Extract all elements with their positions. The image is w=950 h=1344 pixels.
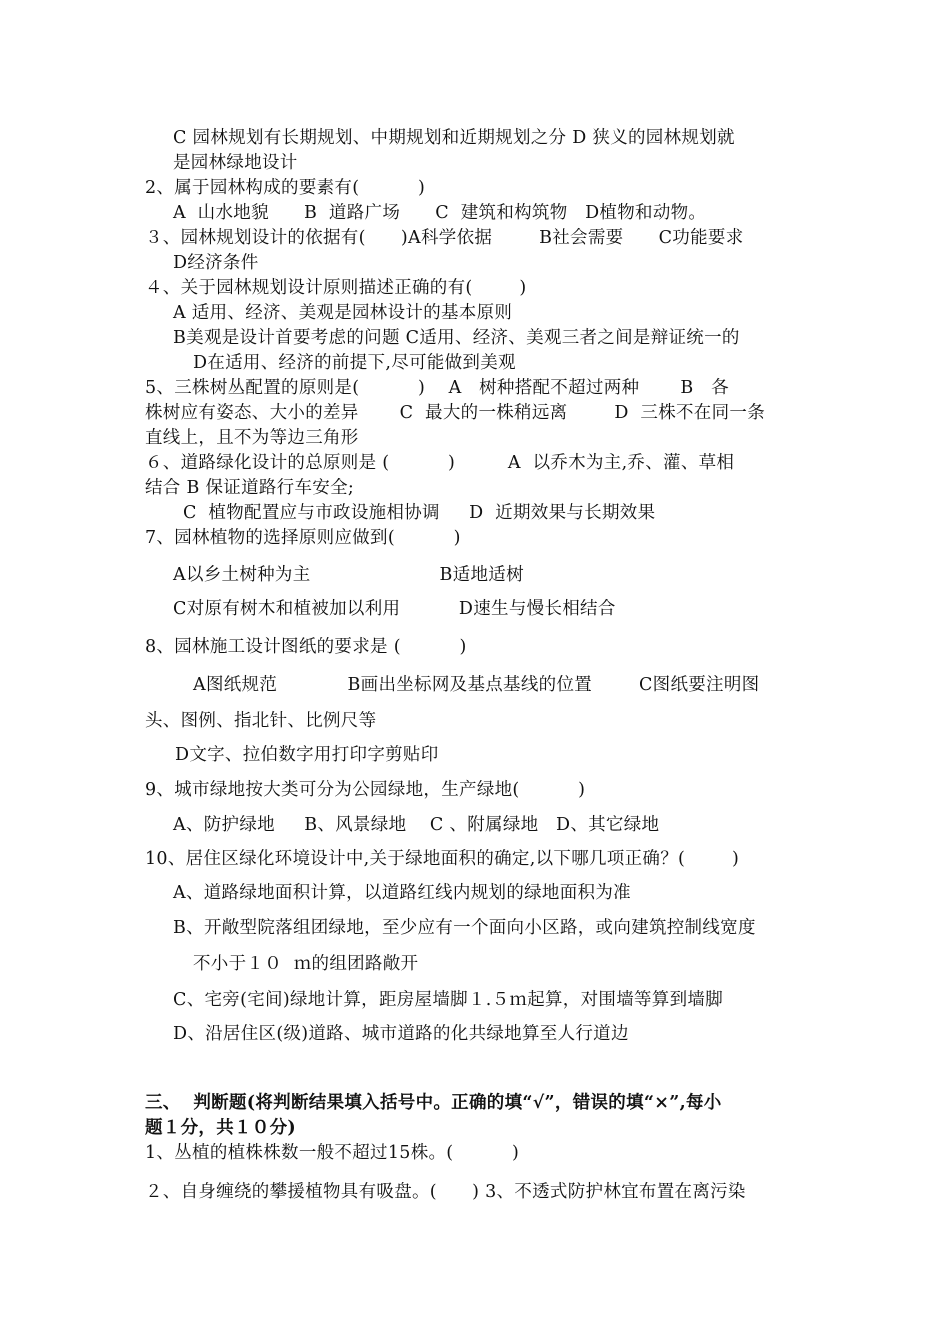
question-10-option-a: A、道路绿地面积计算，以道路红线内规划的绿地面积为准 bbox=[173, 883, 631, 903]
question-7-options-a-b: A以乡土树种为主 B适地适树 bbox=[173, 565, 524, 585]
judge-question-2-3: ２、自身缠绕的攀援植物具有吸盘。( ) 3﻿、不透式防护林宜布置在离污染 bbox=[145, 1182, 746, 1202]
question-8-options: A图纸规范 B画出坐标网及基点基线的位置﻿ C图纸要注明图 bbox=[193, 675, 760, 695]
question-10-option-b: B、开敞型院落组团绿地，至少应有一个面向小区路，或向建筑控制线宽度 bbox=[173, 918, 756, 938]
text-line: 是园林绿地设计 bbox=[173, 153, 298, 173]
question-2: 2、属于园林构成的要素有( ) bbox=[145, 178, 426, 198]
text-line: 不小于１０ ｍ的组团路敞开 bbox=[193, 954, 419, 974]
question-10-option-d: D、沿居住区(级)道路、城市道路的化共绿地算至人行道边 bbox=[173, 1024, 629, 1044]
question-10-option-c: C、宅旁(宅间)绿地计算，距房屋墙脚１.５ｍ起算，对围墙等算到墙脚 bbox=[173, 990, 724, 1010]
question-6: ６、道路绿化设计的总原则是 ( )﻿ A 以乔木为主,乔、灌、草相 bbox=[145, 453, 735, 473]
question-4: ４、关于园林规划设计原则描述正确的有( ) bbox=[145, 278, 527, 298]
question-2-options: A 山水地貌 B 道路广场 C 建筑和构筑物 D植物和动物。 bbox=[173, 203, 707, 223]
text-line: 株树应有姿态、大小的差异 ﻿ C 最大的一株稍远离 D 三株不在同一条 bbox=[145, 403, 766, 423]
text-line: D经济条件 bbox=[173, 253, 259, 273]
question-8: 8、园林施工设计图纸的要求是 ( ) bbox=[145, 637, 467, 657]
question-7-options-c-d: C对原有树木和植被加以利用 D速生与慢长相结合 bbox=[173, 599, 616, 619]
question-10: 10、居住区绿化环境设计中,关于绿地面积的确定,以下哪几项正确？( ) bbox=[145, 849, 740, 869]
question-9-options: A、防护绿地 B、风景绿地 C 、附属绿地 D、其它绿地 bbox=[173, 815, 660, 835]
text-line: 头、图例、指北针、比例尺等 bbox=[145, 711, 377, 731]
section-heading: 三、 判断题(将判断结果填入括号中。正确的填“√”，错误的填“×”,每小 bbox=[145, 1093, 722, 1113]
judge-question-1: 1、丛植的植株株数一般不超过15株。( ) bbox=[145, 1143, 520, 1163]
question-9: 9、城市绿地按大类可分为公园绿地，生产绿地( ) bbox=[145, 780, 586, 800]
question-3: ３、园林规划设计的依据有( )﻿A科学依据 B社会需要 C功能要求 bbox=[145, 228, 744, 248]
text-line: C 园林规划有长期规划、中期规划和近期规划之分 ﻿D 狭义的园林规划就 bbox=[173, 128, 735, 148]
text-line: D在适用、经济的前提下,尽可能做到美观 bbox=[193, 353, 516, 373]
text-line: C 植物配置应与市政设施相协调 D 近期效果与长期效果 bbox=[183, 503, 656, 523]
text-line: B美观是设计首要考虑的问题 ﻿C适用、经济、美观三者之间是辩证统一的 bbox=[173, 328, 740, 348]
text-line: D文字、拉伯数字用打印字剪贴印 bbox=[175, 745, 439, 765]
text-line: 直线上，且不为等边三角形 bbox=[145, 428, 359, 448]
section-heading-cont: 题１分，共１０分) bbox=[145, 1118, 296, 1138]
question-7: 7、园林植物的选择原则应做到( ) bbox=[145, 528, 461, 548]
text-line: A 适用、经济、美观是园林设计的基本原则 bbox=[173, 303, 513, 323]
question-5: 5、三株树丛配置的原则是( )﻿ A 树种搭配不超过两种 B 各 bbox=[145, 378, 729, 398]
text-line: 结合 B 保证道路行车安全; bbox=[145, 478, 355, 498]
